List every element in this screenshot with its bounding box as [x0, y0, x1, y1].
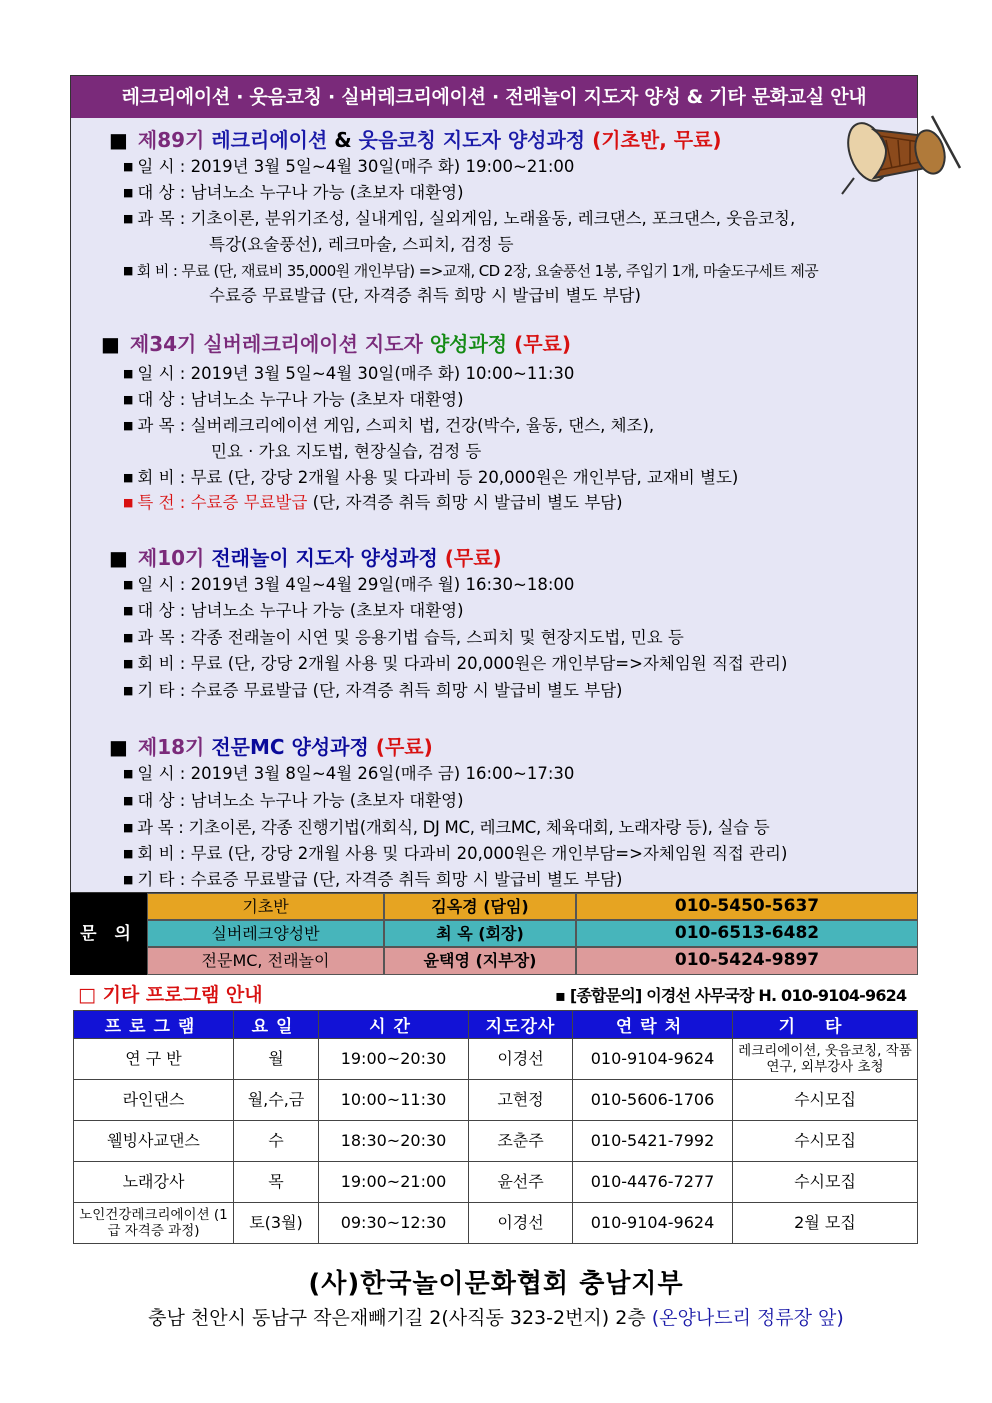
section-3-title — [109, 542, 502, 571]
section-4-line — [123, 843, 787, 865]
section-3-line — [123, 627, 684, 649]
section-3-line — [123, 600, 464, 622]
line-text: 대 상 : 남녀노소 누구나 가능 (초보자 대환영) — [137, 183, 464, 202]
section-1-amp: & — [334, 128, 352, 152]
inquiry-phone[interactable]: 010-5424-9897 — [576, 947, 918, 975]
section-3-tag: (무료) — [444, 546, 502, 570]
program-day: 목 — [234, 1162, 319, 1203]
program-name: 연 구 반 — [74, 1039, 234, 1080]
program-phone[interactable]: 010-9104-9624 — [573, 1039, 733, 1080]
inquiry-phone[interactable]: 010-6513-6482 — [576, 920, 918, 947]
inquiry-phone[interactable]: 010-5450-5637 — [576, 893, 918, 920]
small-bullet-icon: ■ — [123, 264, 133, 277]
section-2-title — [101, 328, 571, 357]
line-text: 회 비 : 무료 (단, 강당 2개월 사용 및 다과비 등 20,000원은 개인부담, 교재비 별도) — [137, 468, 739, 487]
section-1-line — [123, 260, 818, 282]
small-bullet-icon: ■ — [123, 794, 134, 807]
line-text: 과 목 : 실버레크리에이션 게임, 스피치 법, 건강(박수, 율동, 댄스, 체조), — [137, 416, 655, 435]
section-3-line — [123, 653, 787, 675]
line-text: 과 목 : 기초이론, 분위기조성, 실내게임, 실외게임, 노래율동, 레크댄스, 포크댄스, 웃음코칭, — [137, 209, 796, 228]
section-1-line — [209, 234, 514, 256]
line-text: 과 목 : 기초이론, 각종 진행기법(개회식, DJ MC, 레크MC, 체육대회, 노래자랑 등), 실습 등 — [137, 818, 770, 837]
inquiry-table — [70, 893, 918, 975]
header-time: 시간 — [319, 1011, 469, 1039]
program-phone[interactable]: 010-9104-9624 — [573, 1203, 733, 1244]
organization-address — [0, 1303, 992, 1330]
program-phone[interactable]: 010-4476-7277 — [573, 1162, 733, 1203]
organization-name: (사)한국놀이문화협회 충남지부 — [308, 1269, 684, 1299]
header-phone: 연락처 — [573, 1011, 733, 1039]
small-bullet-icon: ■ — [123, 631, 134, 644]
line-text: 대 상 : 남녀노소 누구나 가능 (초보자 대환영) — [137, 791, 464, 810]
section-2-line — [123, 363, 574, 385]
header-teacher: 지도강사 — [469, 1011, 573, 1039]
line-text: 일 시 : 2019년 3월 8일~4월 26일(매주 금) 16:00~17:30 — [137, 764, 575, 783]
program-name: 웰빙사교댄스 — [74, 1121, 234, 1162]
line-text: 일 시 : 2019년 3월 5일~4월 30일(매주 화) 10:00~11:30 — [137, 364, 575, 383]
section-2-line — [123, 415, 654, 437]
general-contact: ▪ [종합문의] 이경선 사무국장 H. 010-9104-9624 — [555, 986, 907, 1005]
line-text: 회 비 : 무료 (단, 강당 2개월 사용 및 다과비 20,000원은 개인부담=>자체임원 직접 관리) — [137, 844, 788, 863]
line-text: 수료증 무료발급 (단, 자격증 취득 희망 시 발급비 별도 부담) — [209, 286, 641, 305]
program-time: 09:30~12:30 — [319, 1203, 469, 1244]
section-2-line — [211, 441, 481, 463]
square-bullet-icon: ■ — [109, 128, 128, 152]
course-info-box — [70, 75, 918, 893]
program-phone[interactable]: 010-5421-7992 — [573, 1121, 733, 1162]
section-2-name: 실버레크리에이션 지도자 — [203, 332, 423, 356]
line-text: 기 타 : 수료증 무료발급 (단, 자격증 취득 희망 시 발급비 별도 부담) — [137, 681, 623, 700]
small-bullet-icon: ■ — [123, 186, 134, 199]
small-bullet-icon: ■ — [123, 684, 134, 697]
line-text: 대 상 : 남녀노소 누구나 가능 (초보자 대환영) — [137, 601, 464, 620]
section-1-line — [123, 182, 464, 204]
table-row — [74, 1203, 918, 1244]
small-bullet-icon: ■ — [123, 367, 134, 380]
section-4-number: 제18기 — [137, 735, 205, 759]
inquiry-row — [147, 947, 918, 975]
small-bullet-icon: ■ — [123, 393, 134, 406]
section-1-line — [209, 285, 641, 307]
section-1-line — [123, 208, 795, 230]
section-4-line — [123, 790, 464, 812]
line-text: 일 시 : 2019년 3월 5일~4월 30일(매주 화) 19:00~21:00 — [137, 157, 575, 176]
inquiry-course: 실버레크양성반 — [147, 920, 384, 947]
line-text: 일 시 : 2019년 3월 4일~4월 29일(매주 월) 16:30~18:00 — [137, 575, 575, 594]
section-2-line — [123, 467, 738, 489]
inquiry-label: 문 의 — [70, 893, 147, 975]
small-bullet-icon: ■ — [123, 419, 134, 432]
section-3-line — [123, 574, 574, 596]
small-bullet-icon: ■ — [123, 767, 134, 780]
program-time: 10:00~11:30 — [319, 1080, 469, 1121]
square-bullet-icon: ■ — [101, 332, 120, 356]
section-2-line — [123, 389, 464, 411]
small-bullet-icon: ■ — [123, 821, 134, 834]
small-bullet-icon: ■ — [123, 212, 134, 225]
small-bullet-icon: ■ — [123, 657, 134, 670]
section-1-title — [109, 124, 722, 153]
table-header-row — [74, 1011, 918, 1039]
program-time: 19:00~21:00 — [319, 1162, 469, 1203]
special-benefit-text: 특 전 : 수료증 무료발급 — [137, 493, 308, 512]
section-2-special-line — [123, 492, 623, 514]
program-name: 라인댄스 — [74, 1080, 234, 1121]
address-landmark: (온양나드리 정류장 앞) — [651, 1307, 844, 1329]
line-text: 특강(요술풍선), 레크마술, 스피치, 검정 등 — [209, 235, 514, 254]
section-1-line — [123, 156, 574, 178]
inquiry-course: 기초반 — [147, 893, 384, 920]
small-bullet-icon: ■ — [123, 847, 134, 860]
inquiry-person: 윤택영 (지부장) — [384, 947, 576, 975]
program-teacher: 이경선 — [469, 1039, 573, 1080]
section-4-line — [123, 869, 623, 891]
program-note: 수시모집 — [733, 1121, 918, 1162]
address-text: 충남 천안시 동남구 작은재빼기길 2(사직동 323-2번지) 2층 — [148, 1307, 646, 1329]
janggu-drum-icon — [834, 108, 962, 196]
square-bullet-icon: ■ — [109, 735, 128, 759]
line-text: 기 타 : 수료증 무료발급 (단, 자격증 취득 희망 시 발급비 별도 부담) — [137, 870, 623, 889]
small-bullet-icon: ■ — [123, 604, 134, 617]
program-day: 월 — [234, 1039, 319, 1080]
special-benefit-note: (단, 자격증 취득 희망 시 발급비 별도 부담) — [312, 493, 623, 512]
section-3-line — [123, 680, 623, 702]
small-bullet-icon: ■ — [123, 471, 134, 484]
program-day: 토(3월) — [234, 1203, 319, 1244]
program-teacher: 고현정 — [469, 1080, 573, 1121]
inquiry-person: 김옥경 (담임) — [384, 893, 576, 920]
line-text: 회 비 : 무료 (단, 강당 2개월 사용 및 다과비 20,000원은 개인부담=>자체임원 직접 관리) — [137, 654, 788, 673]
line-text: 대 상 : 남녀노소 누구나 가능 (초보자 대환영) — [137, 390, 464, 409]
section-1-name2: 웃음코칭 지도자 양성과정 — [358, 128, 586, 152]
program-note: 2월 모집 — [733, 1203, 918, 1244]
section-3-number: 제10기 — [137, 546, 205, 570]
program-teacher: 이경선 — [469, 1203, 573, 1244]
other-programs-title: □ 기타 프로그램 안내 — [78, 984, 263, 1006]
table-row — [74, 1080, 918, 1121]
program-note: 레크리에이션, 웃음코칭, 작품연구, 외부강사 초청 — [733, 1039, 918, 1080]
program-phone[interactable]: 010-5606-1706 — [573, 1080, 733, 1121]
table-row — [74, 1039, 918, 1080]
header-note: 기타 — [733, 1011, 918, 1039]
program-note: 수시모집 — [733, 1162, 918, 1203]
section-4-title — [109, 731, 433, 760]
section-4-line — [123, 817, 769, 839]
page-banner: 레크리에이션 · 웃음코칭 · 실버레크리에이션 · 전래놀이 지도자 양성 & 기타 문화교실 안내 — [71, 76, 917, 118]
inquiry-row — [147, 893, 918, 920]
programs-table — [73, 1010, 918, 1244]
section-1-tag: (기초반, 무료) — [592, 128, 722, 152]
small-bullet-icon: ■ — [123, 160, 134, 173]
inquiry-person: 최 옥 (회장) — [384, 920, 576, 947]
section-4-name: 전문MC 양성과정 — [211, 735, 369, 759]
section-2-tag: (무료) — [514, 332, 571, 356]
square-bullet-icon: ■ — [109, 546, 128, 570]
table-row — [74, 1162, 918, 1203]
program-name: 노래강사 — [74, 1162, 234, 1203]
line-text: 회 비 : 무료 (단, 재료비 35,000원 개인부담) =>교재, CD 2장, 요술풍선 1봉, 주입기 1개, 마술도구세트 제공 — [136, 262, 819, 280]
small-bullet-icon: ■ — [123, 496, 134, 509]
inquiry-row — [147, 920, 918, 947]
section-4-line — [123, 763, 574, 785]
section-1-name: 레크리에이션 — [211, 128, 328, 152]
table-row — [74, 1121, 918, 1162]
section-2-name2: 양성과정 — [429, 332, 508, 356]
section-3-name: 전래놀이 지도자 양성과정 — [211, 546, 438, 570]
program-day: 수 — [234, 1121, 319, 1162]
program-teacher: 조춘주 — [469, 1121, 573, 1162]
program-time: 18:30~20:30 — [319, 1121, 469, 1162]
header-program: 프로그램 — [74, 1011, 234, 1039]
section-1-number: 제89기 — [137, 128, 205, 152]
program-day: 월,수,금 — [234, 1080, 319, 1121]
section-2-number: 제34기 — [129, 332, 197, 356]
program-teacher: 윤선주 — [469, 1162, 573, 1203]
line-text: 과 목 : 각종 전래놀이 시연 및 응용기법 습득, 스피치 및 현장지도법, 민요 등 — [137, 628, 684, 647]
program-note: 수시모집 — [733, 1080, 918, 1121]
small-bullet-icon: ■ — [123, 578, 134, 591]
inquiry-course: 전문MC, 전래놀이 — [147, 947, 384, 975]
section-4-tag: (무료) — [375, 735, 433, 759]
line-text: 민요 · 가요 지도법, 현장실습, 검정 등 — [211, 442, 482, 461]
small-bullet-icon: ■ — [123, 873, 134, 886]
program-time: 19:00~20:30 — [319, 1039, 469, 1080]
header-day: 요일 — [234, 1011, 319, 1039]
program-name: 노인건강레크리에이션 (1급 자격증 과정) — [74, 1203, 234, 1244]
